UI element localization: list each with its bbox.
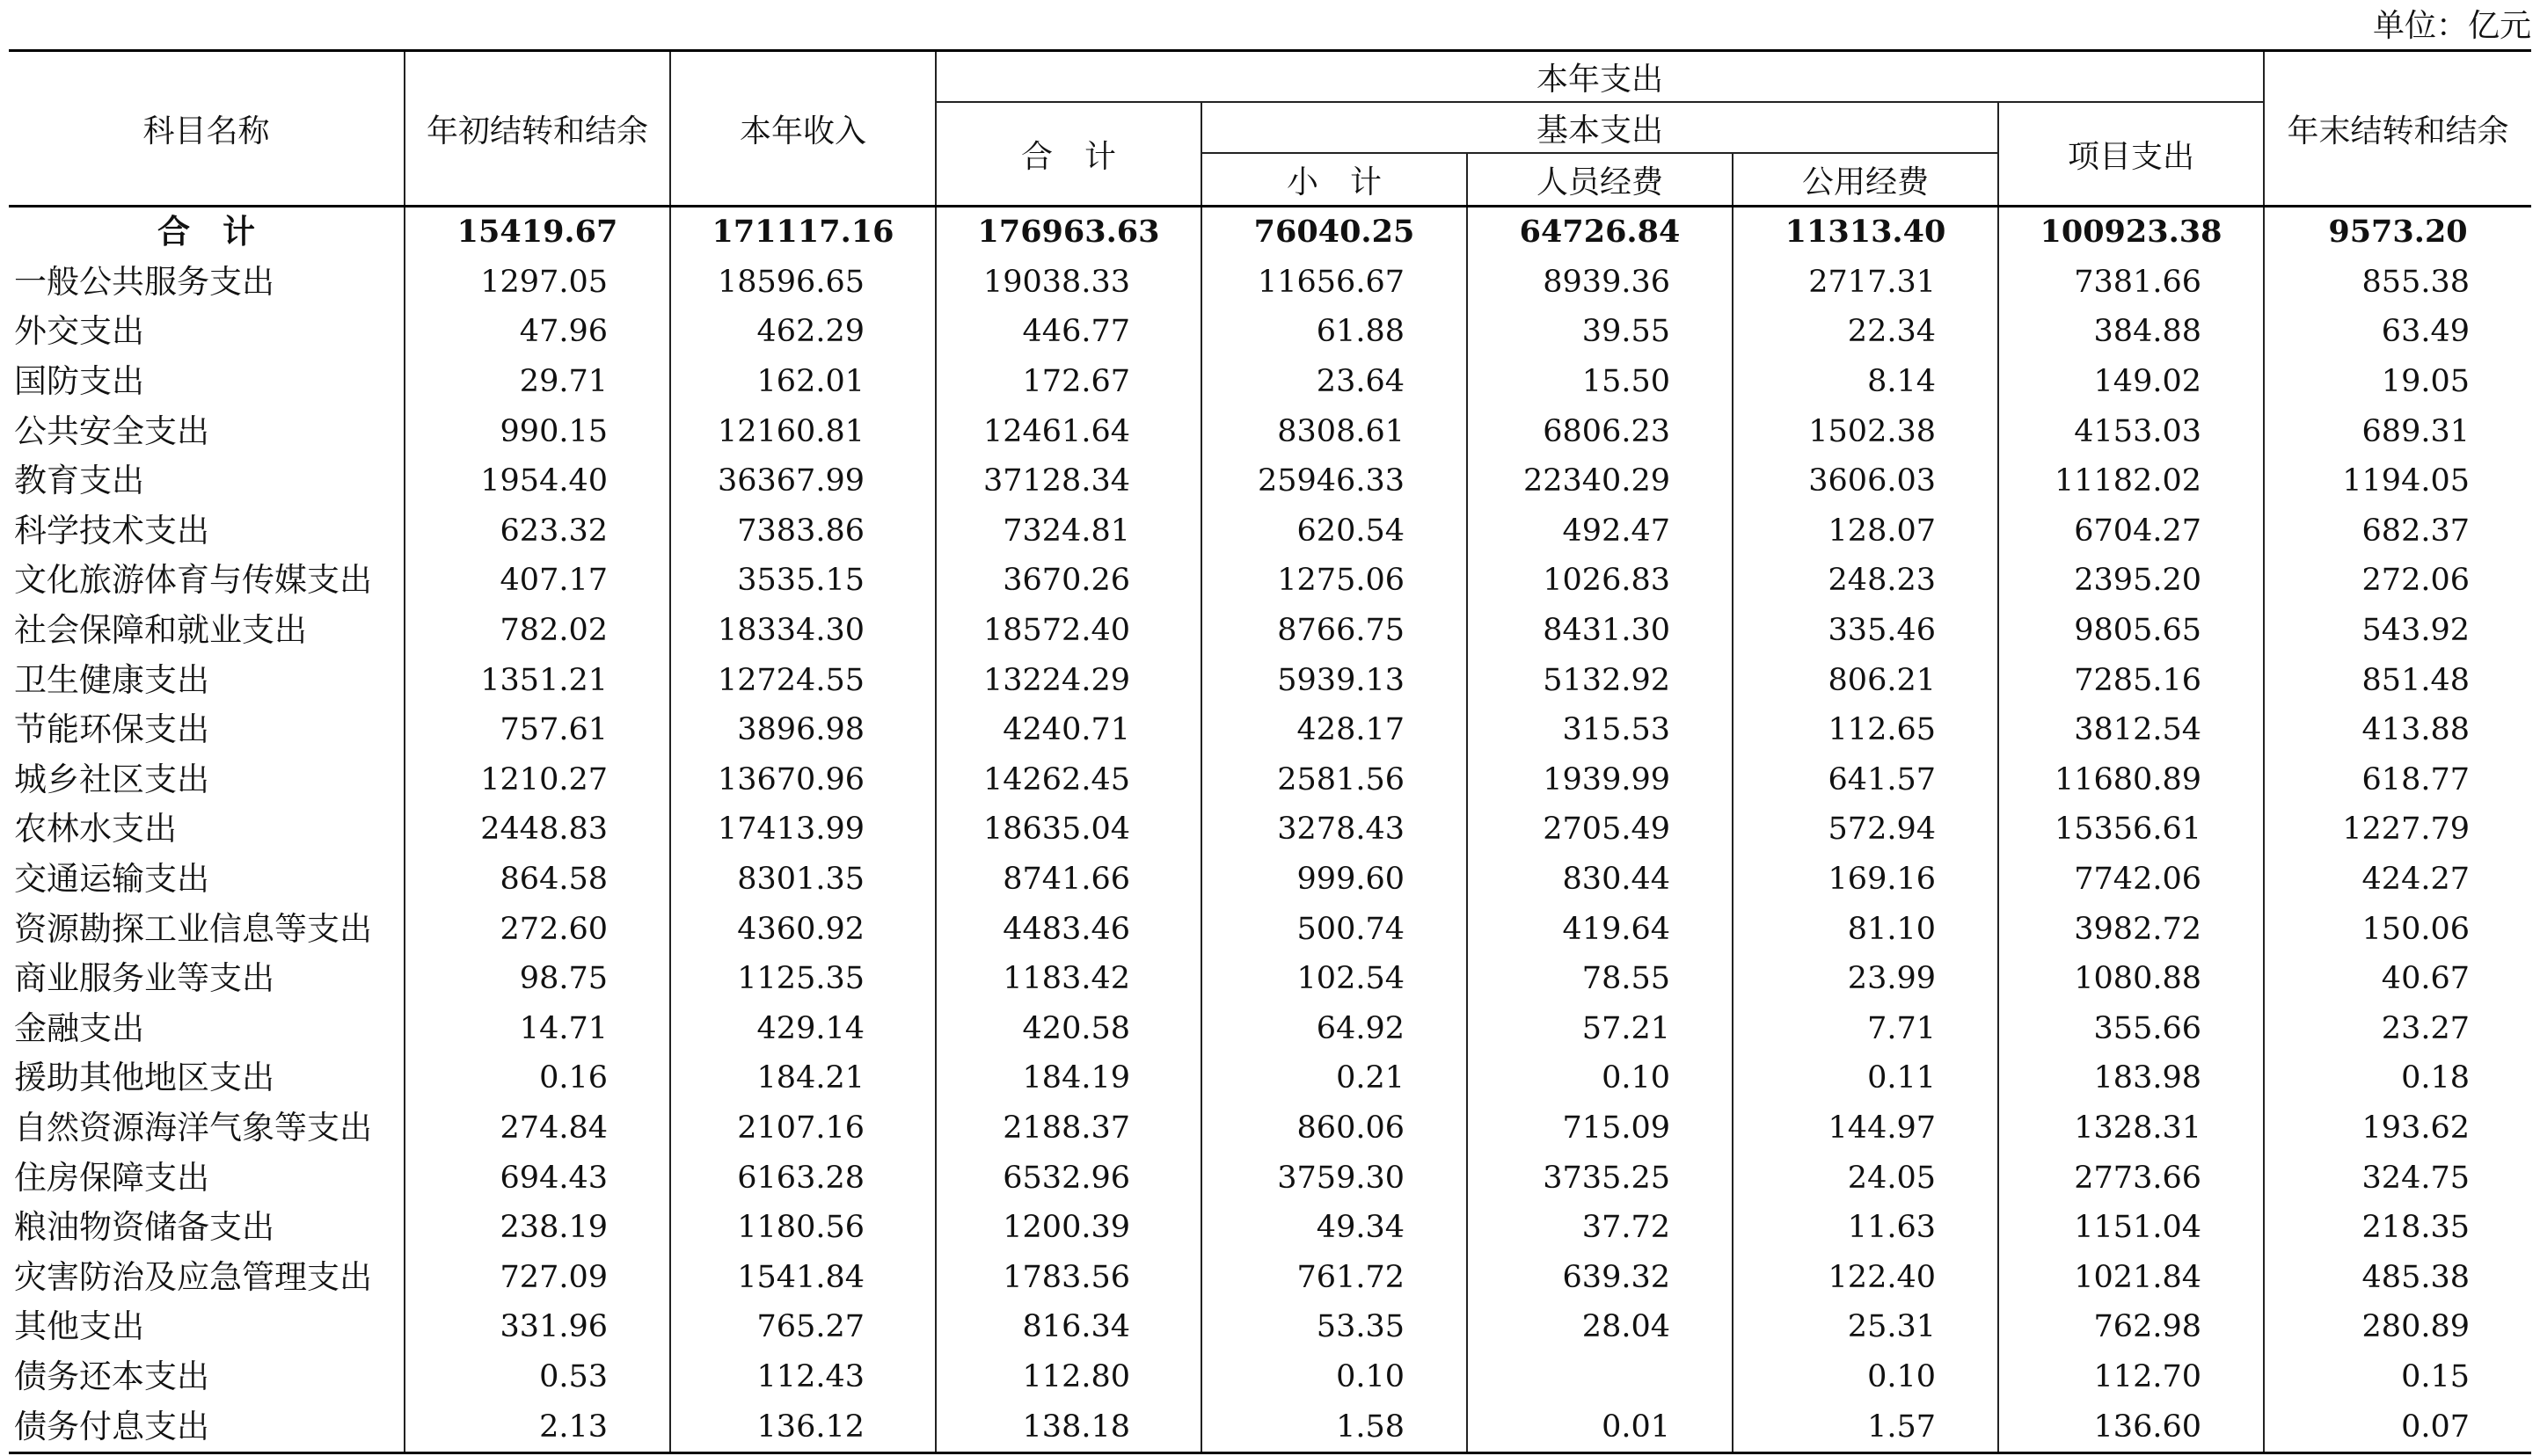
header-ending-balance: 年末结转和结余 bbox=[2264, 51, 2531, 207]
cell-annual-revenue: 1541.84 bbox=[670, 1252, 936, 1302]
cell-expenditure-total: 112.80 bbox=[936, 1352, 1201, 1402]
table-row bbox=[9, 307, 2531, 357]
cell-beginning-balance: 757.61 bbox=[405, 705, 670, 755]
cell-beginning-balance: 98.75 bbox=[405, 954, 670, 1004]
cell-ending-balance: 218.35 bbox=[2264, 1203, 2531, 1253]
cell-public-use: 11.63 bbox=[1733, 1203, 1998, 1253]
cell-annual-revenue: 18596.65 bbox=[670, 258, 936, 308]
cell-project-expenditure: 1328.31 bbox=[1998, 1103, 2264, 1154]
table-row bbox=[9, 506, 2531, 557]
table-row bbox=[9, 655, 2531, 705]
cell-personnel: 39.55 bbox=[1467, 307, 1733, 357]
cell-project-expenditure: 7742.06 bbox=[1998, 855, 2264, 905]
cell-annual-revenue: 2107.16 bbox=[670, 1103, 936, 1154]
cell-beginning-balance: 1351.21 bbox=[405, 655, 670, 705]
table-row bbox=[9, 1203, 2531, 1253]
cell-annual-revenue: 6163.28 bbox=[670, 1153, 936, 1203]
cell-beginning-balance: 238.19 bbox=[405, 1203, 670, 1253]
cell-basic-subtotal: 5939.13 bbox=[1201, 655, 1467, 705]
cell-personnel bbox=[1467, 1352, 1733, 1402]
cell-beginning-balance: 623.32 bbox=[405, 506, 670, 557]
cell-annual-revenue: 17413.99 bbox=[670, 804, 936, 855]
cell-beginning-balance: 14.71 bbox=[405, 1004, 670, 1054]
cell-personnel: 57.21 bbox=[1467, 1004, 1733, 1054]
cell-beginning-balance: 274.84 bbox=[405, 1103, 670, 1154]
cell-public-use: 248.23 bbox=[1733, 556, 1998, 606]
cell-project-expenditure: 15356.61 bbox=[1998, 804, 2264, 855]
cell-annual-revenue: 1180.56 bbox=[670, 1203, 936, 1253]
cell-public-use: 1.57 bbox=[1733, 1401, 1998, 1452]
cell-public-use: 122.40 bbox=[1733, 1252, 1998, 1302]
cell-basic-subtotal: 0.21 bbox=[1201, 1053, 1467, 1103]
cell-expenditure-total: 4240.71 bbox=[936, 705, 1201, 755]
cell-public-use: 25.31 bbox=[1733, 1302, 1998, 1352]
cell-project-expenditure: 7285.16 bbox=[1998, 655, 2264, 705]
cell-project-expenditure: 355.66 bbox=[1998, 1004, 2264, 1054]
cell-basic-subtotal: 25946.33 bbox=[1201, 456, 1467, 506]
table-row bbox=[9, 1352, 2531, 1402]
table-row bbox=[9, 606, 2531, 656]
header-project-expenditure: 项目支出 bbox=[1998, 102, 2264, 207]
cell-ending-balance: 543.92 bbox=[2264, 606, 2531, 656]
cell-personnel: 22340.29 bbox=[1467, 456, 1733, 506]
cell-annual-revenue: 1125.35 bbox=[670, 954, 936, 1004]
cell-project-expenditure: 6704.27 bbox=[1998, 506, 2264, 557]
cell-public-use: 1502.38 bbox=[1733, 406, 1998, 456]
table-row bbox=[9, 954, 2531, 1004]
row-subject-name: 债务还本支出 bbox=[9, 1352, 405, 1402]
cell-ending-balance: 193.62 bbox=[2264, 1103, 2531, 1154]
cell-personnel: 0.01 bbox=[1467, 1401, 1733, 1452]
cell-project-expenditure: 11182.02 bbox=[1998, 456, 2264, 506]
cell-expenditure-total: 37128.34 bbox=[936, 456, 1201, 506]
table-total-row bbox=[9, 207, 2531, 258]
cell-basic-subtotal: 8308.61 bbox=[1201, 406, 1467, 456]
cell-annual-revenue: 462.29 bbox=[670, 307, 936, 357]
cell-basic-subtotal: 1275.06 bbox=[1201, 556, 1467, 606]
cell-public-use: 335.46 bbox=[1733, 606, 1998, 656]
cell-basic-subtotal: 23.64 bbox=[1201, 357, 1467, 407]
cell-beginning-balance: 0.16 bbox=[405, 1053, 670, 1103]
table-row bbox=[9, 357, 2531, 407]
cell-project-expenditure: 183.98 bbox=[1998, 1053, 2264, 1103]
cell-ending-balance: 272.06 bbox=[2264, 556, 2531, 606]
cell-beginning-balance: 1954.40 bbox=[405, 456, 670, 506]
cell-ending-balance: 19.05 bbox=[2264, 357, 2531, 407]
cell-basic-subtotal: 2581.56 bbox=[1201, 755, 1467, 805]
cell-beginning-balance: 29.71 bbox=[405, 357, 670, 407]
cell-project-expenditure: 7381.66 bbox=[1998, 258, 2264, 308]
cell-ending-balance: 689.31 bbox=[2264, 406, 2531, 456]
cell-beginning-balance: 782.02 bbox=[405, 606, 670, 656]
cell-expenditure-total: 7324.81 bbox=[936, 506, 1201, 557]
cell-beginning-balance: 2448.83 bbox=[405, 804, 670, 855]
cell-expenditure-total: 420.58 bbox=[936, 1004, 1201, 1054]
row-subject-name: 农林水支出 bbox=[9, 804, 405, 855]
cell-personnel: 8939.36 bbox=[1467, 258, 1733, 308]
cell-personnel: 715.09 bbox=[1467, 1103, 1733, 1154]
cell-expenditure-total: 18572.40 bbox=[936, 606, 1201, 656]
cell-ending-balance: 9573.20 bbox=[2264, 207, 2531, 258]
cell-project-expenditure: 100923.38 bbox=[1998, 207, 2264, 258]
cell-project-expenditure: 9805.65 bbox=[1998, 606, 2264, 656]
cell-public-use: 572.94 bbox=[1733, 804, 1998, 855]
cell-personnel: 492.47 bbox=[1467, 506, 1733, 557]
cell-basic-subtotal: 860.06 bbox=[1201, 1103, 1467, 1154]
cell-beginning-balance: 47.96 bbox=[405, 307, 670, 357]
cell-annual-revenue: 171117.16 bbox=[670, 207, 936, 258]
row-subject-name: 公共安全支出 bbox=[9, 406, 405, 456]
cell-ending-balance: 63.49 bbox=[2264, 307, 2531, 357]
expenditure-table bbox=[9, 49, 2531, 1454]
cell-ending-balance: 424.27 bbox=[2264, 855, 2531, 905]
row-subject-name: 文化旅游体育与传媒支出 bbox=[9, 556, 405, 606]
header-basic-expenditure: 基本支出 bbox=[1201, 102, 1998, 153]
row-subject-name: 科学技术支出 bbox=[9, 506, 405, 557]
cell-ending-balance: 324.75 bbox=[2264, 1153, 2531, 1203]
row-subject-name: 商业服务业等支出 bbox=[9, 954, 405, 1004]
cell-expenditure-total: 816.34 bbox=[936, 1302, 1201, 1352]
header-total: 合 计 bbox=[936, 102, 1201, 207]
cell-project-expenditure: 3982.72 bbox=[1998, 904, 2264, 954]
header-annual-expenditure: 本年支出 bbox=[936, 51, 2264, 103]
cell-beginning-balance: 727.09 bbox=[405, 1252, 670, 1302]
cell-public-use: 112.65 bbox=[1733, 705, 1998, 755]
header-annual-revenue: 本年收入 bbox=[670, 51, 936, 207]
cell-ending-balance: 1194.05 bbox=[2264, 456, 2531, 506]
cell-expenditure-total: 1183.42 bbox=[936, 954, 1201, 1004]
cell-personnel: 28.04 bbox=[1467, 1302, 1733, 1352]
cell-beginning-balance: 694.43 bbox=[405, 1153, 670, 1203]
cell-expenditure-total: 176963.63 bbox=[936, 207, 1201, 258]
cell-annual-revenue: 4360.92 bbox=[670, 904, 936, 954]
cell-personnel: 639.32 bbox=[1467, 1252, 1733, 1302]
cell-public-use: 8.14 bbox=[1733, 357, 1998, 407]
cell-personnel: 1939.99 bbox=[1467, 755, 1733, 805]
row-subject-name: 教育支出 bbox=[9, 456, 405, 506]
table-row bbox=[9, 804, 2531, 855]
cell-public-use: 11313.40 bbox=[1733, 207, 1998, 258]
table-row bbox=[9, 705, 2531, 755]
cell-beginning-balance: 1210.27 bbox=[405, 755, 670, 805]
cell-expenditure-total: 2188.37 bbox=[936, 1103, 1201, 1154]
cell-ending-balance: 150.06 bbox=[2264, 904, 2531, 954]
row-subject-name: 资源勘探工业信息等支出 bbox=[9, 904, 405, 954]
cell-ending-balance: 280.89 bbox=[2264, 1302, 2531, 1352]
cell-project-expenditure: 11680.89 bbox=[1998, 755, 2264, 805]
cell-personnel: 37.72 bbox=[1467, 1203, 1733, 1253]
cell-beginning-balance: 407.17 bbox=[405, 556, 670, 606]
cell-public-use: 128.07 bbox=[1733, 506, 1998, 557]
cell-public-use: 7.71 bbox=[1733, 1004, 1998, 1054]
cell-basic-subtotal: 11656.67 bbox=[1201, 258, 1467, 308]
cell-expenditure-total: 12461.64 bbox=[936, 406, 1201, 456]
cell-annual-revenue: 3535.15 bbox=[670, 556, 936, 606]
cell-public-use: 23.99 bbox=[1733, 954, 1998, 1004]
cell-annual-revenue: 3896.98 bbox=[670, 705, 936, 755]
cell-annual-revenue: 36367.99 bbox=[670, 456, 936, 506]
cell-ending-balance: 682.37 bbox=[2264, 506, 2531, 557]
cell-annual-revenue: 8301.35 bbox=[670, 855, 936, 905]
cell-project-expenditure: 136.60 bbox=[1998, 1401, 2264, 1452]
row-subject-name: 社会保障和就业支出 bbox=[9, 606, 405, 656]
cell-basic-subtotal: 8766.75 bbox=[1201, 606, 1467, 656]
cell-expenditure-total: 14262.45 bbox=[936, 755, 1201, 805]
header-beginning-balance: 年初结转和结余 bbox=[405, 51, 670, 207]
row-subject-name: 外交支出 bbox=[9, 307, 405, 357]
cell-personnel: 830.44 bbox=[1467, 855, 1733, 905]
cell-personnel: 15.50 bbox=[1467, 357, 1733, 407]
cell-project-expenditure: 1080.88 bbox=[1998, 954, 2264, 1004]
cell-public-use: 24.05 bbox=[1733, 1153, 1998, 1203]
table-body bbox=[9, 207, 2531, 1453]
table-header bbox=[9, 51, 2531, 207]
cell-annual-revenue: 12724.55 bbox=[670, 655, 936, 705]
cell-expenditure-total: 13224.29 bbox=[936, 655, 1201, 705]
row-subject-name: 节能环保支出 bbox=[9, 705, 405, 755]
table-row bbox=[9, 1302, 2531, 1352]
cell-personnel: 78.55 bbox=[1467, 954, 1733, 1004]
cell-ending-balance: 413.88 bbox=[2264, 705, 2531, 755]
cell-basic-subtotal: 761.72 bbox=[1201, 1252, 1467, 1302]
cell-expenditure-total: 1783.56 bbox=[936, 1252, 1201, 1302]
cell-public-use: 2717.31 bbox=[1733, 258, 1998, 308]
table-row bbox=[9, 456, 2531, 506]
cell-annual-revenue: 136.12 bbox=[670, 1401, 936, 1452]
cell-personnel: 315.53 bbox=[1467, 705, 1733, 755]
cell-expenditure-total: 6532.96 bbox=[936, 1153, 1201, 1203]
cell-expenditure-total: 8741.66 bbox=[936, 855, 1201, 905]
cell-project-expenditure: 384.88 bbox=[1998, 307, 2264, 357]
cell-personnel: 64726.84 bbox=[1467, 207, 1733, 258]
cell-annual-revenue: 162.01 bbox=[670, 357, 936, 407]
cell-ending-balance: 0.18 bbox=[2264, 1053, 2531, 1103]
cell-project-expenditure: 149.02 bbox=[1998, 357, 2264, 407]
cell-annual-revenue: 13670.96 bbox=[670, 755, 936, 805]
row-subject-name: 债务付息支出 bbox=[9, 1401, 405, 1452]
cell-personnel: 5132.92 bbox=[1467, 655, 1733, 705]
row-subject-name: 粮油物资储备支出 bbox=[9, 1203, 405, 1253]
cell-expenditure-total: 138.18 bbox=[936, 1401, 1201, 1452]
cell-basic-subtotal: 1.58 bbox=[1201, 1401, 1467, 1452]
row-subject-name: 城乡社区支出 bbox=[9, 755, 405, 805]
cell-annual-revenue: 112.43 bbox=[670, 1352, 936, 1402]
table-row bbox=[9, 904, 2531, 954]
table-row bbox=[9, 556, 2531, 606]
cell-annual-revenue: 18334.30 bbox=[670, 606, 936, 656]
cell-expenditure-total: 1200.39 bbox=[936, 1203, 1201, 1253]
cell-ending-balance: 855.38 bbox=[2264, 258, 2531, 308]
cell-annual-revenue: 184.21 bbox=[670, 1053, 936, 1103]
cell-expenditure-total: 18635.04 bbox=[936, 804, 1201, 855]
cell-ending-balance: 851.48 bbox=[2264, 655, 2531, 705]
row-subject-name: 交通运输支出 bbox=[9, 855, 405, 905]
table-row bbox=[9, 258, 2531, 308]
cell-beginning-balance: 990.15 bbox=[405, 406, 670, 456]
cell-project-expenditure: 762.98 bbox=[1998, 1302, 2264, 1352]
cell-expenditure-total: 172.67 bbox=[936, 357, 1201, 407]
cell-public-use: 22.34 bbox=[1733, 307, 1998, 357]
cell-basic-subtotal: 61.88 bbox=[1201, 307, 1467, 357]
row-subject-name: 一般公共服务支出 bbox=[9, 258, 405, 308]
cell-public-use: 0.10 bbox=[1733, 1352, 1998, 1402]
cell-personnel: 3735.25 bbox=[1467, 1153, 1733, 1203]
cell-public-use: 144.97 bbox=[1733, 1103, 1998, 1154]
row-subject-name: 灾害防治及应急管理支出 bbox=[9, 1252, 405, 1302]
cell-ending-balance: 0.15 bbox=[2264, 1352, 2531, 1402]
cell-beginning-balance: 272.60 bbox=[405, 904, 670, 954]
cell-project-expenditure: 4153.03 bbox=[1998, 406, 2264, 456]
cell-project-expenditure: 2773.66 bbox=[1998, 1153, 2264, 1203]
cell-project-expenditure: 112.70 bbox=[1998, 1352, 2264, 1402]
cell-beginning-balance: 1297.05 bbox=[405, 258, 670, 308]
cell-basic-subtotal: 49.34 bbox=[1201, 1203, 1467, 1253]
cell-personnel: 8431.30 bbox=[1467, 606, 1733, 656]
cell-project-expenditure: 3812.54 bbox=[1998, 705, 2264, 755]
row-subject-name: 住房保障支出 bbox=[9, 1153, 405, 1203]
cell-basic-subtotal: 500.74 bbox=[1201, 904, 1467, 954]
cell-beginning-balance: 0.53 bbox=[405, 1352, 670, 1402]
cell-beginning-balance: 331.96 bbox=[405, 1302, 670, 1352]
cell-public-use: 0.11 bbox=[1733, 1053, 1998, 1103]
cell-basic-subtotal: 53.35 bbox=[1201, 1302, 1467, 1352]
row-subject-name: 自然资源海洋气象等支出 bbox=[9, 1103, 405, 1154]
cell-expenditure-total: 19038.33 bbox=[936, 258, 1201, 308]
cell-basic-subtotal: 999.60 bbox=[1201, 855, 1467, 905]
header-personnel: 人员经费 bbox=[1467, 153, 1733, 207]
cell-ending-balance: 0.07 bbox=[2264, 1401, 2531, 1452]
header-subject-name: 科目名称 bbox=[9, 51, 405, 207]
cell-beginning-balance: 864.58 bbox=[405, 855, 670, 905]
cell-ending-balance: 1227.79 bbox=[2264, 804, 2531, 855]
unit-label: 单位：亿元 bbox=[2372, 8, 2531, 44]
cell-annual-revenue: 429.14 bbox=[670, 1004, 936, 1054]
cell-annual-revenue: 765.27 bbox=[670, 1302, 936, 1352]
cell-basic-subtotal: 428.17 bbox=[1201, 705, 1467, 755]
cell-personnel: 419.64 bbox=[1467, 904, 1733, 954]
cell-public-use: 81.10 bbox=[1733, 904, 1998, 954]
row-subject-name: 国防支出 bbox=[9, 357, 405, 407]
cell-basic-subtotal: 620.54 bbox=[1201, 506, 1467, 557]
table-row bbox=[9, 1004, 2531, 1054]
table-row bbox=[9, 406, 2531, 456]
cell-basic-subtotal: 3759.30 bbox=[1201, 1153, 1467, 1203]
cell-public-use: 806.21 bbox=[1733, 655, 1998, 705]
cell-annual-revenue: 12160.81 bbox=[670, 406, 936, 456]
cell-project-expenditure: 1151.04 bbox=[1998, 1203, 2264, 1253]
row-subject-name: 合 计 bbox=[9, 207, 405, 258]
table-row bbox=[9, 855, 2531, 905]
table-row bbox=[9, 1103, 2531, 1154]
cell-expenditure-total: 184.19 bbox=[936, 1053, 1201, 1103]
table-row bbox=[9, 755, 2531, 805]
cell-ending-balance: 40.67 bbox=[2264, 954, 2531, 1004]
cell-public-use: 3606.03 bbox=[1733, 456, 1998, 506]
cell-basic-subtotal: 76040.25 bbox=[1201, 207, 1467, 258]
cell-expenditure-total: 3670.26 bbox=[936, 556, 1201, 606]
cell-project-expenditure: 1021.84 bbox=[1998, 1252, 2264, 1302]
cell-personnel: 0.10 bbox=[1467, 1053, 1733, 1103]
cell-public-use: 169.16 bbox=[1733, 855, 1998, 905]
cell-expenditure-total: 446.77 bbox=[936, 307, 1201, 357]
cell-ending-balance: 23.27 bbox=[2264, 1004, 2531, 1054]
cell-personnel: 6806.23 bbox=[1467, 406, 1733, 456]
cell-basic-subtotal: 3278.43 bbox=[1201, 804, 1467, 855]
cell-basic-subtotal: 102.54 bbox=[1201, 954, 1467, 1004]
cell-beginning-balance: 2.13 bbox=[405, 1401, 670, 1452]
row-subject-name: 金融支出 bbox=[9, 1004, 405, 1054]
table-row bbox=[9, 1252, 2531, 1302]
cell-personnel: 2705.49 bbox=[1467, 804, 1733, 855]
cell-ending-balance: 485.38 bbox=[2264, 1252, 2531, 1302]
cell-beginning-balance: 15419.67 bbox=[405, 207, 670, 258]
cell-annual-revenue: 7383.86 bbox=[670, 506, 936, 557]
header-subtotal: 小 计 bbox=[1201, 153, 1467, 207]
cell-basic-subtotal: 64.92 bbox=[1201, 1004, 1467, 1054]
cell-expenditure-total: 4483.46 bbox=[936, 904, 1201, 954]
row-subject-name: 卫生健康支出 bbox=[9, 655, 405, 705]
cell-basic-subtotal: 0.10 bbox=[1201, 1352, 1467, 1402]
cell-project-expenditure: 2395.20 bbox=[1998, 556, 2264, 606]
table-row bbox=[9, 1053, 2531, 1103]
header-public-use: 公用经费 bbox=[1733, 153, 1998, 207]
cell-ending-balance: 618.77 bbox=[2264, 755, 2531, 805]
cell-public-use: 641.57 bbox=[1733, 755, 1998, 805]
table-row bbox=[9, 1153, 2531, 1203]
cell-personnel: 1026.83 bbox=[1467, 556, 1733, 606]
table-row bbox=[9, 1401, 2531, 1452]
row-subject-name: 援助其他地区支出 bbox=[9, 1053, 405, 1103]
row-subject-name: 其他支出 bbox=[9, 1302, 405, 1352]
